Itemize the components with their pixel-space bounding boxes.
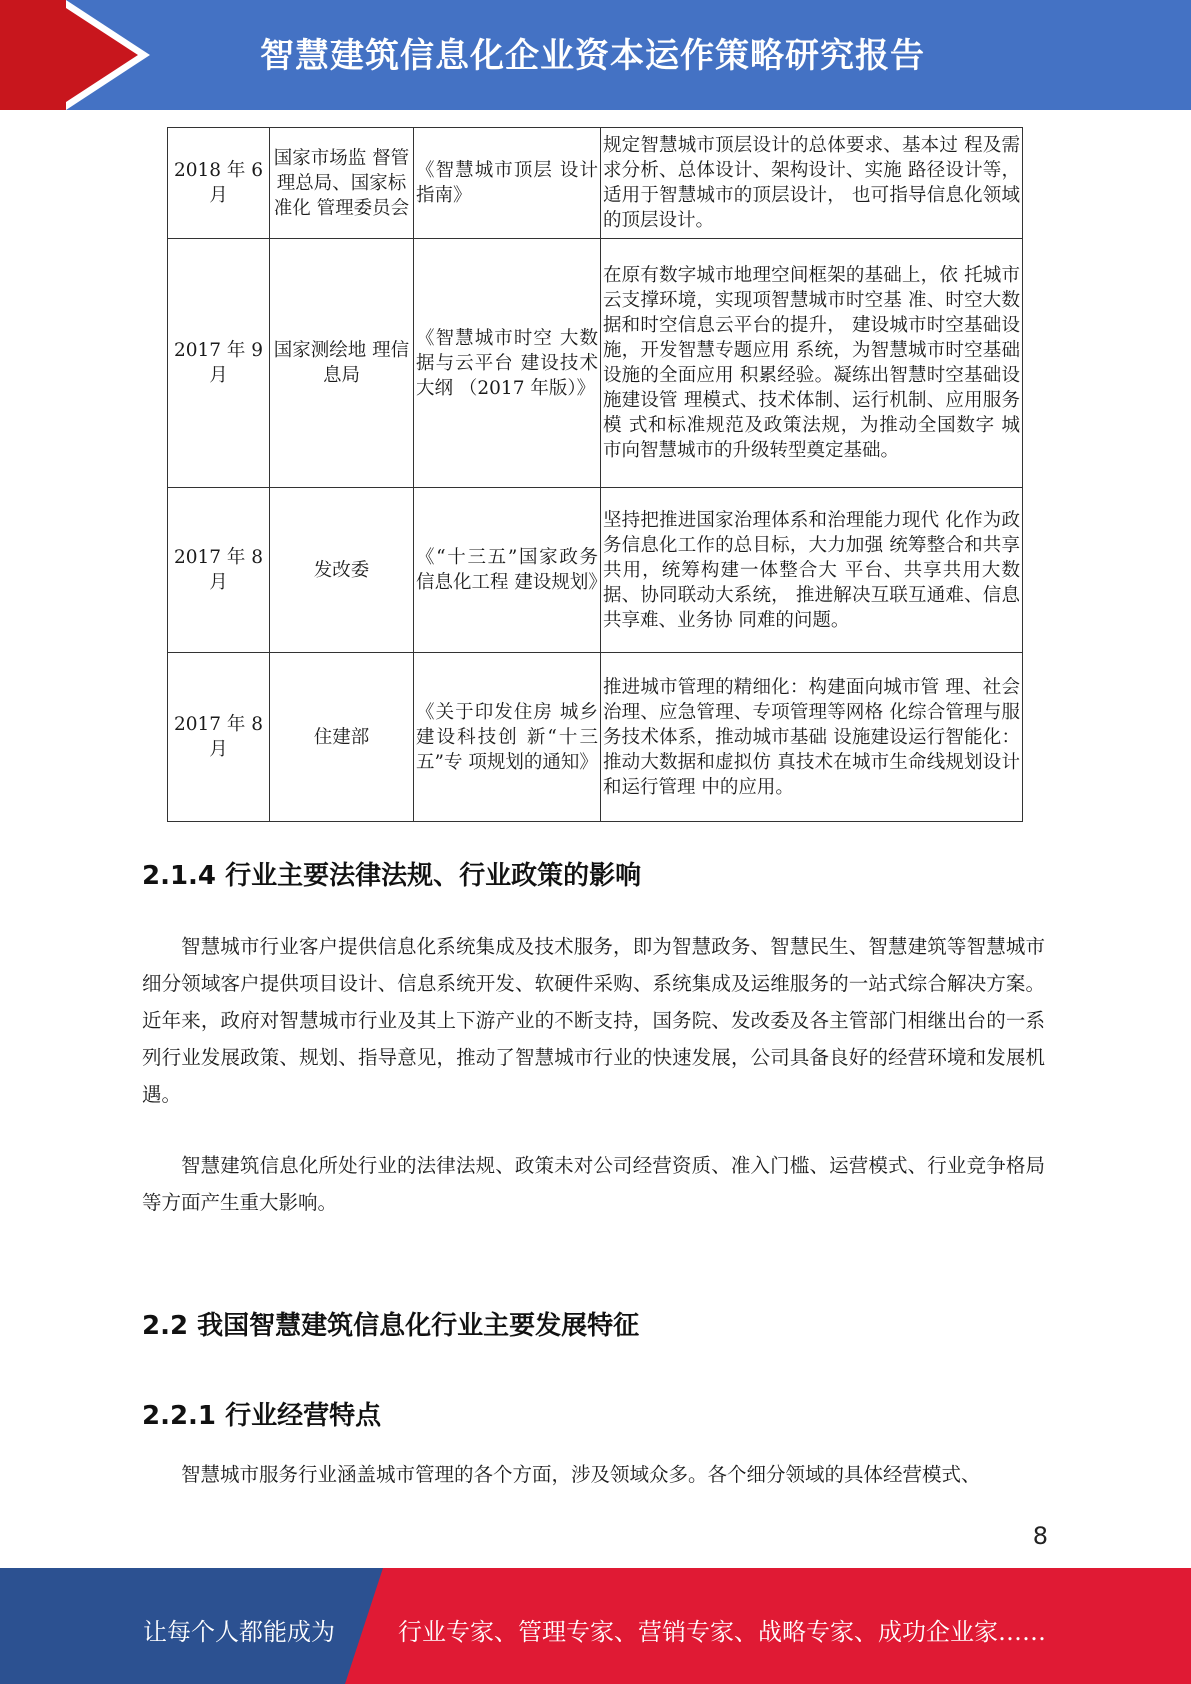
department-cell: 发改委 bbox=[270, 488, 414, 653]
header-red-block bbox=[0, 0, 66, 110]
document-cell: 《智慧城市顶层 设计指南》 bbox=[414, 128, 601, 239]
paragraph: 智慧城市行业客户提供信息化系统集成及技术服务，即为智慧政务、智慧民生、智慧建筑等智慧城市细分领域客户提供项目设计、信息系统开发、软硬件采购、系统集成及运维服务的一站式综合解决方案。近年来，政府对智慧城市行业及其上下游产业的不断支持，国务院、发改委及各主管部门相继出台的一系列行业发展政策、规划、指导意见，推动了智慧城市行业的快速发展，公司具备良好的经营环境和发展机遇。 bbox=[142, 935, 1045, 1106]
table-row bbox=[168, 239, 1023, 488]
description-cell: 坚持把推进国家治理体系和治理能力现代 化作为政务信息化工作的总目标，大力加强 统筹整合和共享共用，统筹构建一体整合大 平台、共享共用大数据、协同联动大系统， 推进解决互联互通难、信息共享难、业务协 同难的问题。 bbox=[601, 488, 1023, 653]
footer-blue-slant bbox=[345, 1568, 383, 1684]
department-cell: 国家市场监 督管理总局、国家标准化 管理委员会 bbox=[270, 128, 414, 239]
footer-slogan-right: 行业专家、管理专家、营销专家、战略专家、成功企业家…… bbox=[398, 1618, 1046, 1646]
page-number: 8 bbox=[1032, 1522, 1048, 1550]
document-cell: 《关于印发住房 城乡建设科技创 新“十三五”专 项规划的通知》 bbox=[414, 653, 601, 822]
report-title: 智慧建筑信息化企业资本运作策略研究报告 bbox=[260, 36, 925, 76]
table-row bbox=[168, 488, 1023, 653]
document-cell: 《智慧城市时空 大数据与云平台 建设技术大纲 （2017 年版）》 bbox=[414, 239, 601, 488]
department-cell: 国家测绘地 理信息局 bbox=[270, 239, 414, 488]
paragraph: 智慧建筑信息化所处行业的法律法规、政策未对公司经营资质、准入门槛、运营模式、行业竞争格局等方面产生重大影响。 bbox=[142, 1154, 1045, 1214]
section-heading-2-1-4: 2.1.4 行业主要法律法规、行业政策的影响 bbox=[142, 861, 642, 891]
date-cell: 2017 年 8 月 bbox=[168, 488, 270, 653]
table-row bbox=[168, 653, 1023, 822]
section-heading-2-2: 2.2 我国智慧建筑信息化行业主要发展特征 bbox=[142, 1311, 640, 1341]
footer-slogan-left: 让每个人都能成为 bbox=[143, 1618, 335, 1646]
page-header bbox=[0, 0, 1191, 110]
description-cell: 规定智慧城市顶层设计的总体要求、基本过 程及需求分析、总体设计、架构设计、实施 路径设计等，适用于智慧城市的顶层设计， 也可指导信息化领域的顶层设计。 bbox=[601, 128, 1023, 239]
policy-table bbox=[167, 127, 1023, 822]
page-footer bbox=[0, 1568, 1191, 1684]
header-chevron bbox=[66, 8, 138, 102]
date-cell: 2017 年 9 月 bbox=[168, 239, 270, 488]
description-cell: 在原有数字城市地理空间框架的基础上，依 托城市云支撑环境，实现项智慧城市时空基 准、时空大数据和时空信息云平台的提升， 建设城市时空基础设施，开发智慧专题应用 系统，为智慧城市时空基础设施的全面应用 积累经验。凝练出智慧时空基础设施建设管 理模式、技术体制、运行机制、应用服务模 式和标准规范及政策法规，为推动全国数字 城市向智慧城市的升级转型奠定基础。 bbox=[601, 239, 1023, 488]
department-cell: 住建部 bbox=[270, 653, 414, 822]
section-heading-2-2-1: 2.2.1 行业经营特点 bbox=[142, 1401, 382, 1431]
description-cell: 推进城市管理的精细化：构建面向城市管 理、社会治理、应急管理、专项管理等网格 化综合管理与服务技术体系，推动城市基础 设施建设运行智能化：推动大数据和虚拟仿 真技术在城市生命线规划设计和运行管理 中的应用。 bbox=[601, 653, 1023, 822]
date-cell: 2017 年 8 月 bbox=[168, 653, 270, 822]
paragraph: 智慧城市服务行业涵盖城市管理的各个方面，涉及领域众多。各个细分领域的具体经营模式、 bbox=[181, 1463, 981, 1486]
table-row bbox=[168, 128, 1023, 239]
document-cell: 《“十三五”国家政务信息化工程 建设规划》 bbox=[414, 488, 601, 653]
date-cell: 2018 年 6 月 bbox=[168, 128, 270, 239]
